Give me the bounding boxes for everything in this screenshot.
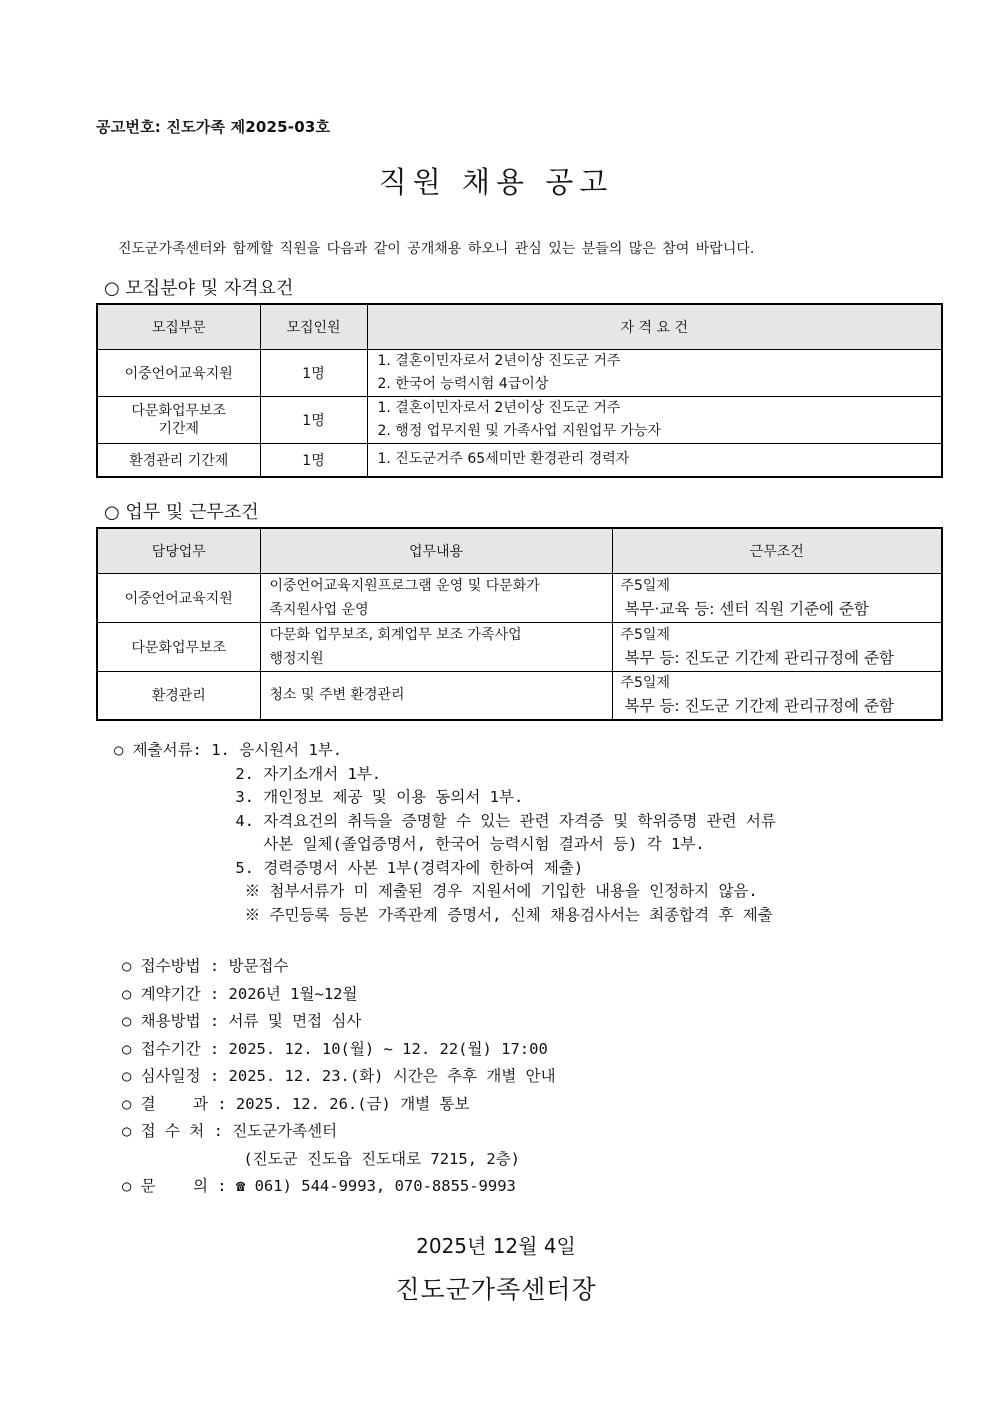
organization-signature: 진도군가족센터장 xyxy=(395,1275,597,1304)
content-line: 다문화 업무보조, 회계업무 보조 가족사업 xyxy=(269,627,522,643)
requirements-cell xyxy=(367,397,942,444)
documents-line: 4. 자격요건의 취득을 증명할 수 있는 관련 자격증 및 학위증명 관련 서류 xyxy=(114,811,776,830)
table-header: 근무조건 xyxy=(612,528,942,574)
table-header-row xyxy=(97,304,942,350)
info-line: ○ 접수기간 : 2025. 12. 10(월) ~ 12. 22(월) 17:00 xyxy=(122,1039,548,1058)
section-duties-title: ○ 업무 및 근무조건 xyxy=(104,502,259,523)
info-line: ○ 문 의 : ☎ 061) 544-9993, 070-8855-9993 xyxy=(122,1177,516,1195)
table-row xyxy=(97,623,942,672)
notice-date: 2025년 12월 4일 xyxy=(416,1234,576,1258)
count-cell: 1명 xyxy=(260,444,367,477)
table-header: 모집인원 xyxy=(260,304,367,350)
table-header-row xyxy=(97,528,942,574)
table-header: 업무내용 xyxy=(260,528,612,574)
documents-line: ※ 주민등록 등본 가족관계 증명서, 신체 채용검사서는 최종합격 후 제출 xyxy=(114,905,773,924)
dept-cell: 이중언어교육지원 xyxy=(97,350,260,397)
duties-table xyxy=(96,527,943,721)
info-line: ○ 계약기간 : 2026년 1월~12월 xyxy=(122,984,358,1003)
requirement-item: 2. 행정 업무지원 및 가족사업 지원업무 가능자 xyxy=(377,423,661,439)
requirement-item: 1. 결혼이민자로서 2년이상 진도군 거주 xyxy=(377,400,621,416)
documents-list xyxy=(114,739,776,927)
requirement-item: 1. 진도군거주 65세미만 환경관리 경력자 xyxy=(377,451,630,468)
table-row xyxy=(97,672,942,720)
task-cell: 환경관리 xyxy=(97,672,260,720)
dept-line: 기간제 xyxy=(158,421,200,437)
table-row xyxy=(97,397,942,444)
condition-line: 복무 등: 진도군 기간제 관리규정에 준함 xyxy=(624,697,894,716)
table-row xyxy=(97,350,942,397)
info-line: ○ 접수방법 : 방문접수 xyxy=(122,957,289,975)
info-line: (진도군 진도읍 진도대로 7215, 2층) xyxy=(122,1149,520,1168)
documents-line: 3. 개인정보 제공 및 이용 동의서 1부. xyxy=(114,788,524,806)
info-line: ○ 결 과 : 2025. 12. 26.(금) 개별 통보 xyxy=(122,1094,470,1113)
content-line: 이중언어교육지원프로그램 운영 및 다문화가 xyxy=(269,578,540,594)
content-line: 청소 및 주변 환경관리 xyxy=(269,687,405,704)
requirement-item: 2. 한국어 능력시험 4급이상 xyxy=(377,376,549,392)
table-row xyxy=(97,444,942,477)
count-cell: 1명 xyxy=(260,350,367,397)
condition-cell xyxy=(612,623,942,672)
page-title: 직원 채용 공고 xyxy=(378,165,614,199)
condition-line: 주5일제 xyxy=(620,578,670,594)
info-line: ○ 심사일정 : 2025. 12. 23.(화) 시간은 추후 개별 안내 xyxy=(122,1067,556,1085)
dept-line: 다문화업무보조 xyxy=(131,403,227,419)
count-cell: 1명 xyxy=(260,397,367,444)
documents-line: 2. 자기소개서 1부. xyxy=(114,764,382,783)
content-cell xyxy=(260,672,612,720)
documents-line: 사본 일체(졸업증명서, 한국어 능력시험 결과서 등) 각 1부. xyxy=(114,835,705,853)
table-header: 담당업무 xyxy=(97,528,260,574)
info-line: ○ 접 수 처 : 진도군가족센터 xyxy=(122,1122,338,1140)
application-info xyxy=(122,953,556,1201)
condition-line: 주5일제 xyxy=(620,675,670,692)
condition-cell xyxy=(612,672,942,720)
condition-line: 복무 등: 진도군 기간제 관리규정에 준함 xyxy=(624,649,894,667)
table-header: 자 격 요 건 xyxy=(367,304,942,350)
content-cell xyxy=(260,574,612,623)
table-row xyxy=(97,574,942,623)
documents-line: ※ 첨부서류가 미 제출된 경우 지원서에 기입한 내용을 인정하지 않음. xyxy=(114,882,758,900)
documents-line: ○ 제출서류: 1. 응시원서 1부. xyxy=(114,741,343,759)
requirements-cell xyxy=(367,350,942,397)
dept-cell xyxy=(97,397,260,444)
recruitment-table xyxy=(96,303,943,478)
condition-cell xyxy=(612,574,942,623)
dept-cell: 환경관리 기간제 xyxy=(97,444,260,477)
intro-text: 진도군가족센터와 함께할 직원을 다음과 같이 공개채용 하오니 관심 있는 분들의 많은 참여 바랍니다. xyxy=(118,241,755,257)
task-cell: 이중언어교육지원 xyxy=(97,574,260,623)
content-line: 족지원사업 운영 xyxy=(269,602,369,618)
info-line: ○ 채용방법 : 서류 및 면접 심사 xyxy=(122,1012,362,1030)
section-recruitment-title: ○ 모집분야 및 자격요건 xyxy=(104,278,294,299)
task-cell: 다문화업무보조 xyxy=(97,623,260,672)
documents-line: 5. 경력증명서 사본 1부(경력자에 한하여 제출) xyxy=(114,858,584,877)
condition-line: 복무·교육 등: 센터 직원 기준에 준함 xyxy=(624,600,869,618)
requirement-item: 1. 결혼이민자로서 2년이상 진도군 거주 xyxy=(377,353,621,369)
notice-number: 공고번호: 진도가족 제2025-03호 xyxy=(96,118,331,136)
table-header: 모집부문 xyxy=(97,304,260,350)
requirements-cell xyxy=(367,444,942,477)
content-line: 행정지원 xyxy=(269,651,324,667)
content-cell xyxy=(260,623,612,672)
condition-line: 주5일제 xyxy=(620,627,670,643)
